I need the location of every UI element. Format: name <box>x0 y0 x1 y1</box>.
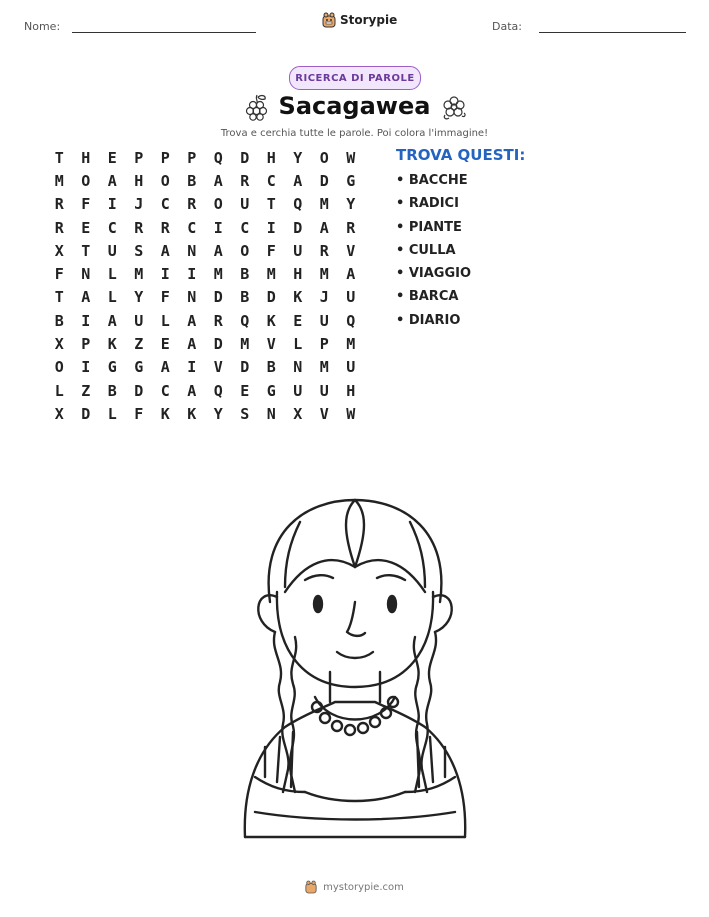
grid-cell[interactable]: U <box>319 311 329 330</box>
grid-cell[interactable]: Z <box>81 381 91 400</box>
grid-cell[interactable]: H <box>134 171 144 190</box>
grid-cell[interactable]: O <box>54 358 64 377</box>
grid-cell[interactable]: A <box>187 381 197 400</box>
grid-cell[interactable]: F <box>81 195 91 214</box>
word-item: • PIANTE <box>396 219 462 235</box>
grid-cell[interactable]: T <box>54 148 64 167</box>
grid-cell[interactable]: K <box>293 288 303 307</box>
grid-cell[interactable]: U <box>319 381 329 400</box>
grid-cell[interactable]: N <box>81 265 91 284</box>
footer <box>0 880 709 894</box>
grid-cell[interactable]: C <box>160 381 170 400</box>
grid-cell[interactable]: A <box>81 288 91 307</box>
grid-cell[interactable]: V <box>266 335 276 354</box>
grid-row <box>46 332 364 355</box>
grid-cell[interactable]: T <box>54 288 64 307</box>
grid-row <box>46 169 364 192</box>
grid-cell[interactable]: O <box>240 241 250 260</box>
grid-cell[interactable]: E <box>81 218 91 237</box>
date-line[interactable] <box>539 32 686 33</box>
grid-cell[interactable]: A <box>160 241 170 260</box>
grid-cell[interactable]: E <box>293 311 303 330</box>
grid-cell[interactable]: I <box>160 265 170 284</box>
grid-cell[interactable]: R <box>240 171 250 190</box>
grid-cell[interactable]: E <box>240 381 250 400</box>
grid-cell[interactable]: S <box>134 241 144 260</box>
word-item: • BARCA <box>396 289 459 305</box>
grid-cell[interactable]: G <box>346 171 356 190</box>
grid-cell[interactable]: Q <box>213 148 223 167</box>
grid-cell[interactable]: H <box>81 148 91 167</box>
grid-cell[interactable]: X <box>293 404 303 423</box>
grid-cell[interactable]: O <box>160 171 170 190</box>
grid-cell[interactable]: C <box>240 218 250 237</box>
grid-cell[interactable]: R <box>54 218 64 237</box>
grid-cell[interactable]: V <box>213 358 223 377</box>
grid-cell[interactable]: Q <box>346 311 356 330</box>
grid-cell[interactable]: D <box>134 381 144 400</box>
grid-cell[interactable]: N <box>293 358 303 377</box>
grid-cell[interactable]: I <box>266 218 276 237</box>
grid-row <box>46 193 364 216</box>
grid-cell[interactable]: P <box>160 148 170 167</box>
grid-cell[interactable]: I <box>107 195 117 214</box>
grid-cell[interactable]: V <box>319 404 329 423</box>
word-item: • DIARIO <box>396 312 461 328</box>
grid-cell[interactable]: N <box>187 241 197 260</box>
grid-cell[interactable]: Q <box>293 195 303 214</box>
page-title: Sacagawea <box>278 92 431 120</box>
grid-cell[interactable]: R <box>160 218 170 237</box>
storypie-logo-icon <box>305 880 317 894</box>
word-item: • CULLA <box>396 242 456 258</box>
grid-cell[interactable]: G <box>134 358 144 377</box>
grid-cell[interactable]: I <box>187 358 197 377</box>
grid-cell[interactable]: Q <box>213 381 223 400</box>
name-line[interactable] <box>72 32 256 33</box>
grid-cell[interactable]: D <box>81 404 91 423</box>
grid-cell[interactable]: I <box>81 358 91 377</box>
grid-cell[interactable]: I <box>187 265 197 284</box>
grid-cell[interactable]: D <box>319 171 329 190</box>
word-search-grid[interactable] <box>46 146 364 426</box>
grid-row <box>46 379 364 402</box>
grid-cell[interactable]: S <box>240 404 250 423</box>
grid-cell[interactable]: W <box>346 148 356 167</box>
word-list-title: TROVA QUESTI: <box>396 146 526 164</box>
grid-cell[interactable]: R <box>134 218 144 237</box>
grid-cell[interactable]: F <box>134 404 144 423</box>
word-item: • RADICI <box>396 196 459 212</box>
grid-cell[interactable]: H <box>293 265 303 284</box>
grid-cell[interactable]: P <box>319 335 329 354</box>
grid-cell[interactable]: R <box>187 195 197 214</box>
grid-cell[interactable]: T <box>266 195 276 214</box>
grid-cell[interactable]: M <box>346 335 356 354</box>
grid-cell[interactable]: H <box>266 148 276 167</box>
grid-cell[interactable]: M <box>54 171 64 190</box>
activity-badge: RICERCA DI PAROLE <box>289 66 421 90</box>
grid-cell[interactable]: A <box>319 218 329 237</box>
instructions: Trova e cerchia tutte le parole. Poi colora l'immagine! <box>220 128 489 139</box>
flower-icon <box>440 93 468 121</box>
grid-cell[interactable]: A <box>293 171 303 190</box>
grid-cell[interactable]: M <box>213 265 223 284</box>
word-item: • BACCHE <box>396 173 468 188</box>
grid-cell[interactable]: A <box>213 241 223 260</box>
footer-url[interactable]: mystorypie.com <box>323 881 404 893</box>
grid-cell[interactable]: U <box>346 288 356 307</box>
grid-cell[interactable]: O <box>81 171 91 190</box>
grid-row <box>46 146 364 169</box>
grid-cell[interactable]: A <box>213 171 223 190</box>
grid-cell[interactable]: U <box>293 381 303 400</box>
grid-cell[interactable]: L <box>160 311 170 330</box>
grid-cell[interactable]: P <box>134 148 144 167</box>
grid-cell[interactable]: L <box>54 381 64 400</box>
grid-cell[interactable]: R <box>213 311 223 330</box>
grid-cell[interactable]: M <box>319 195 329 214</box>
grid-cell[interactable]: E <box>160 335 170 354</box>
grid-cell[interactable]: I <box>81 311 91 330</box>
grid-cell[interactable]: A <box>346 265 356 284</box>
grid-cell[interactable]: F <box>54 265 64 284</box>
grid-cell[interactable]: N <box>266 404 276 423</box>
grid-cell[interactable]: D <box>213 335 223 354</box>
grid-cell[interactable]: C <box>266 171 276 190</box>
grid-cell[interactable]: Y <box>213 404 223 423</box>
grid-cell[interactable]: X <box>54 335 64 354</box>
word-list <box>396 146 525 336</box>
grid-cell[interactable]: K <box>160 404 170 423</box>
grid-cell[interactable]: A <box>187 311 197 330</box>
grid-cell[interactable]: H <box>346 381 356 400</box>
grid-cell[interactable]: W <box>346 404 356 423</box>
grid-cell[interactable]: A <box>107 171 117 190</box>
grid-cell[interactable]: U <box>293 241 303 260</box>
grid-cell[interactable]: D <box>240 358 250 377</box>
grid-cell[interactable]: R <box>346 218 356 237</box>
brand-name: Storypie <box>340 13 398 27</box>
grid-row <box>46 216 364 239</box>
grid-cell[interactable]: A <box>107 311 117 330</box>
grid-row <box>46 262 364 285</box>
storypie-logo-icon <box>322 12 336 28</box>
grid-cell[interactable]: J <box>319 288 329 307</box>
grid-cell[interactable]: N <box>187 288 197 307</box>
grid-cell[interactable]: O <box>213 195 223 214</box>
date-label: Data: <box>492 20 522 33</box>
grid-cell[interactable]: E <box>107 148 117 167</box>
grid-cell[interactable]: D <box>293 218 303 237</box>
grid-cell[interactable]: X <box>54 404 64 423</box>
grid-cell[interactable]: L <box>293 335 303 354</box>
grid-row <box>46 356 364 379</box>
grid-row <box>46 286 364 309</box>
grid-cell[interactable]: B <box>240 265 250 284</box>
grid-cell[interactable]: F <box>266 241 276 260</box>
grid-cell[interactable]: Q <box>240 311 250 330</box>
grid-row <box>46 402 364 425</box>
grid-cell[interactable]: U <box>240 195 250 214</box>
grid-cell[interactable]: B <box>187 171 197 190</box>
grid-cell[interactable]: P <box>187 148 197 167</box>
grid-cell[interactable]: P <box>81 335 91 354</box>
grid-cell[interactable]: B <box>54 311 64 330</box>
grid-row <box>46 309 364 332</box>
grid-cell[interactable]: D <box>213 288 223 307</box>
grid-cell[interactable]: M <box>319 265 329 284</box>
grid-cell[interactable]: M <box>266 265 276 284</box>
grid-cell[interactable]: Y <box>346 195 356 214</box>
grid-cell[interactable]: U <box>346 358 356 377</box>
grid-cell[interactable]: C <box>160 195 170 214</box>
grid-cell[interactable]: X <box>54 241 64 260</box>
grid-cell[interactable]: J <box>134 195 144 214</box>
grid-cell[interactable]: T <box>81 241 91 260</box>
grid-cell[interactable]: C <box>107 218 117 237</box>
girl-illustration[interactable] <box>225 492 485 854</box>
grid-cell[interactable]: R <box>319 241 329 260</box>
grid-cell[interactable]: I <box>213 218 223 237</box>
grid-cell[interactable]: O <box>319 148 329 167</box>
grid-cell[interactable]: G <box>266 381 276 400</box>
grid-row <box>46 239 364 262</box>
storypie-logo <box>322 12 397 28</box>
grid-cell[interactable]: B <box>266 358 276 377</box>
grid-cell[interactable]: L <box>107 288 117 307</box>
grid-cell[interactable]: M <box>240 335 250 354</box>
grid-cell[interactable]: F <box>160 288 170 307</box>
name-label: Nome: <box>24 20 61 33</box>
grid-cell[interactable]: U <box>134 311 144 330</box>
grid-cell[interactable]: Y <box>293 148 303 167</box>
grid-cell[interactable]: M <box>319 358 329 377</box>
grid-cell[interactable]: D <box>240 148 250 167</box>
grid-cell[interactable]: Y <box>134 288 144 307</box>
word-item: • VIAGGIO <box>396 266 472 282</box>
grid-cell[interactable]: K <box>107 335 117 354</box>
grid-cell[interactable]: M <box>134 265 144 284</box>
grid-cell[interactable]: A <box>160 358 170 377</box>
grid-cell[interactable]: L <box>107 265 117 284</box>
grid-cell[interactable]: G <box>107 358 117 377</box>
grid-cell[interactable]: K <box>187 404 197 423</box>
grid-cell[interactable]: L <box>107 404 117 423</box>
grid-cell[interactable]: A <box>187 335 197 354</box>
grid-cell[interactable]: R <box>54 195 64 214</box>
grid-cell[interactable]: B <box>107 381 117 400</box>
grid-cell[interactable]: U <box>107 241 117 260</box>
grid-cell[interactable]: C <box>187 218 197 237</box>
grid-cell[interactable]: K <box>266 311 276 330</box>
grid-cell[interactable]: Z <box>134 335 144 354</box>
grid-cell[interactable]: B <box>240 288 250 307</box>
grid-cell[interactable]: V <box>346 241 356 260</box>
grid-cell[interactable]: D <box>266 288 276 307</box>
